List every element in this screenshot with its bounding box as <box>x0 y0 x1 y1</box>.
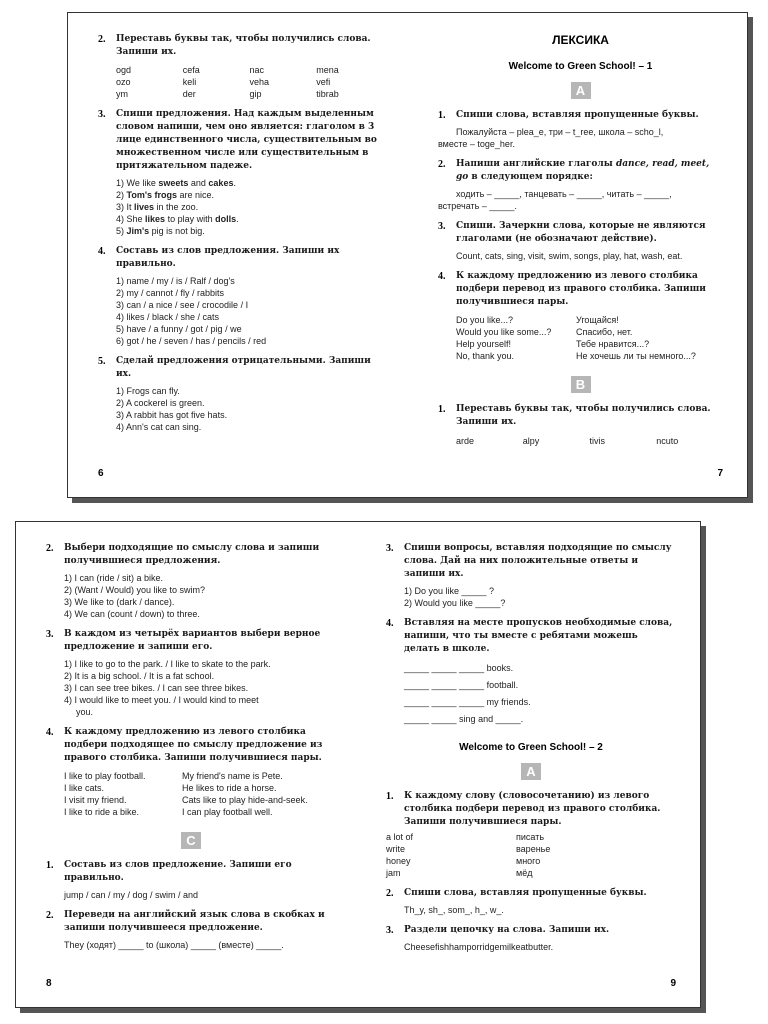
sentence-line: you. <box>76 707 94 717</box>
sentence-line: 3) can / a nice / see / crocodile / I <box>116 300 249 310</box>
left-word: honey <box>386 856 411 866</box>
highlighted-word: dolls <box>215 214 237 224</box>
word-grid <box>116 64 383 100</box>
sentence-line <box>116 189 383 201</box>
task-number: 3. <box>386 543 394 554</box>
sentence-line: 3) I can see tree bikes. / I can see three bikes. <box>64 683 249 693</box>
right-phrase: I can play football well. <box>182 807 273 817</box>
task-number: 4. <box>438 271 446 282</box>
left-phrase: I like cats. <box>64 783 105 793</box>
task-instruction: Переставь буквы так, чтобы получились слова. Запиши их. <box>116 34 371 57</box>
scrambled-word: cefa <box>182 65 200 75</box>
task-number: 4. <box>46 727 54 738</box>
task-number: 3. <box>438 221 446 232</box>
task-4-fill-gaps <box>386 617 676 728</box>
text-run: Напиши английские глаголы <box>456 159 616 169</box>
unit-title: Welcome to Green School! – 1 <box>508 61 653 72</box>
text-run: are nice. <box>177 190 215 200</box>
right-phrase: Не хочешь ли ты немного...? <box>576 351 696 361</box>
task-2-translate <box>46 909 336 951</box>
text-run: . <box>233 178 236 188</box>
scrambled-word: tibrab <box>316 89 339 99</box>
level-badge-a: A <box>571 82 591 99</box>
task-instruction: К каждому слову (словосочетанию) из левого столбика подбери перевод из правого столбика. Запиши получившиеся пары. <box>404 791 661 827</box>
task-number: 1. <box>386 791 394 802</box>
task-instruction: Переставь буквы так, чтобы получились слова. Запиши их. <box>456 404 711 427</box>
sentence-line: 1) Do you like _____ ? <box>404 586 495 596</box>
left-phrase: Do you like...? <box>456 315 514 325</box>
right-phrase: He likes to ride a horse. <box>182 783 277 793</box>
text-run: to play with <box>165 214 216 224</box>
left-phrase: No, thank you. <box>456 351 515 361</box>
scrambled-word: ym <box>116 89 128 99</box>
text-run: . <box>236 214 239 224</box>
task-2-choose-words <box>46 542 336 620</box>
scrambled-word: mena <box>316 65 339 75</box>
task-2-fill-letters <box>386 887 676 916</box>
task-3-split-chain <box>386 924 676 953</box>
workbook-spread-bottom <box>15 521 701 1008</box>
scrambled-word: keli <box>182 77 197 87</box>
highlighted-word: Jim's <box>126 226 150 236</box>
task-instruction: В каждом из четырёх вариантов выбери верное предложение и запиши его. <box>64 629 321 652</box>
sentence-list <box>116 275 383 347</box>
sentence-list <box>404 660 676 728</box>
page-7 <box>438 13 723 497</box>
left-phrase: Help yourself! <box>456 339 512 349</box>
task-instruction: Переведи на английский язык слова в скобках и запиши получившееся предложение. <box>64 910 325 933</box>
sentence-line: 6) got / he / seven / has / pencils / red <box>116 336 267 346</box>
sentence-line <box>116 213 383 225</box>
task-5-negative <box>98 355 383 433</box>
sentence-line: _____ _____ _____ books. <box>404 663 514 673</box>
sentence-line: 4) I would like to meet you. / I would kind to meet <box>64 695 259 705</box>
right-word: варенье <box>516 844 551 854</box>
sentence-line: 2) Would you like _____? <box>404 598 506 608</box>
scrambled-word: tivis <box>589 436 605 446</box>
task-content <box>456 126 723 138</box>
task-number: 2. <box>98 34 106 45</box>
task-instruction: Составь из слов предложения. Запиши их правильно. <box>116 246 340 269</box>
level-badge-a: A <box>521 763 541 780</box>
sentence-line: 4) likes / black / she / cats <box>116 312 220 322</box>
scrambled-word: der <box>182 89 196 99</box>
left-word: a lot of <box>386 832 414 842</box>
sentence-line: 2) (Want / Would) you like to swim? <box>64 585 206 595</box>
highlighted-word: sweets <box>158 178 189 188</box>
sentence-line: _____ _____ sing and _____. <box>404 714 524 724</box>
word-list: Th_y, sh_, som_, h_, w_. <box>404 905 504 915</box>
task-number: 4. <box>98 246 106 257</box>
left-phrase: Would you like some...? <box>456 327 552 337</box>
scrambled-word: arde <box>456 436 475 446</box>
task-instruction: Спиши вопросы, вставляя подходящие по смыслу слова. Дай на них положительные ответы и запиши их. <box>404 543 672 579</box>
word-grid <box>456 435 723 447</box>
right-word: писать <box>516 832 545 842</box>
pairs-grid <box>386 831 676 879</box>
task-3-cross-out <box>438 220 723 262</box>
scrambled-word: nac <box>249 65 265 75</box>
workbook-spread-top <box>67 12 748 498</box>
text-run: 1) We like <box>116 178 159 188</box>
task-number: 3. <box>386 925 394 936</box>
task-number: 4. <box>386 618 394 629</box>
left-phrase: I like to play football. <box>64 771 146 781</box>
unit-title: Welcome to Green School! – 2 <box>459 742 603 753</box>
scrambled-word: ncuto <box>656 436 679 446</box>
sentence-list <box>116 385 383 433</box>
scrambled-word: alpy <box>522 436 540 446</box>
task-instruction: Выбери подходящие по смыслу слова и запиши получившиеся предложения. <box>64 543 320 566</box>
right-word: много <box>516 856 541 866</box>
sentence-line <box>116 177 383 189</box>
task-number: 2. <box>386 888 394 899</box>
task-2-verbs <box>438 158 723 200</box>
pairs-grid <box>456 314 723 362</box>
text-line: Пожалуйста – plea_e, три – t_ree, школа – scho_l, <box>456 127 664 137</box>
text-run: 3) It <box>116 202 135 212</box>
task-number: 1. <box>46 860 54 871</box>
word-list: jump / can / my / dog / swim / and <box>64 890 199 900</box>
sentence-line: 1) I can (ride / sit) a bike. <box>64 573 164 583</box>
scrambled-word: gip <box>249 89 262 99</box>
task-number: 3. <box>98 109 106 120</box>
task-instruction: К каждому предложению из левого столбика подбери перевод из правого столбика. Запиши получившиеся пары. <box>456 271 706 307</box>
task-3-questions <box>386 542 676 609</box>
task-number: 5. <box>98 356 106 367</box>
left-word: write <box>386 844 406 854</box>
sentence-line: 5) have / a funny / got / pig / we <box>116 324 242 334</box>
task-4-build-sentences <box>98 245 383 347</box>
page-9 <box>386 522 676 1007</box>
scrambled-word: veha <box>249 77 270 87</box>
task-instruction: Спиши слова, вставляя пропущенные буквы. <box>404 888 647 898</box>
task-number: 2. <box>438 159 446 170</box>
task-number: 1. <box>438 404 446 415</box>
sentence-line: 2) It is a big school. / It is a fat school. <box>64 671 215 681</box>
italic-verbs: dance, read, meet, go <box>456 159 710 182</box>
scrambled-word: ogd <box>116 65 132 75</box>
level-badge-b: B <box>571 376 591 393</box>
text-run: 5) <box>116 226 127 236</box>
highlighted-word: cakes <box>208 178 234 188</box>
task-instruction: Спиши предложения. Над каждым выделенным словом напиши, чем оно является: глаголом в 3 лице единственного числа, существительным во множественном числе или существительным в притяжательном падеже. <box>116 109 377 171</box>
task-instruction: Вставляя на месте пропусков необходимые слова, напиши, что ты вместе с ребятами можешь делать в школе. <box>404 618 673 654</box>
task-number: 1. <box>438 110 446 121</box>
page-number: 6 <box>98 468 104 479</box>
text-run: 2) <box>116 190 127 200</box>
task-1-match-words <box>386 790 676 829</box>
pairs-grid <box>64 770 336 818</box>
text-line: встречать – _____. <box>438 201 517 211</box>
task-instruction <box>456 158 723 184</box>
sentence-list <box>116 177 383 237</box>
right-phrase: Cats like to play hide-and-seek. <box>182 795 308 805</box>
text-run: in the zoo. <box>154 202 199 212</box>
sentence-line: 3) A rabbit has got five hats. <box>116 410 228 420</box>
right-phrase: Угощайся! <box>576 315 619 325</box>
page-6 <box>98 13 383 497</box>
task-instruction: Спиши слова, вставляя пропущенные буквы. <box>456 110 699 120</box>
page-number: 7 <box>717 468 723 479</box>
task-1-build-sentence <box>46 859 336 901</box>
scrambled-word: vefi <box>316 77 331 87</box>
page-number: 8 <box>46 978 52 989</box>
task-instruction: Сделай предложения отрицательными. Запиши их. <box>116 356 371 379</box>
right-phrase: Спасибо, нет. <box>576 327 633 337</box>
text-run: 4) She <box>116 214 146 224</box>
task-1-fill-letters <box>438 109 723 122</box>
task-2-unscramble <box>98 33 383 100</box>
sentence-line <box>116 201 383 213</box>
left-phrase: I like to ride a bike. <box>64 807 140 817</box>
sentence-line: 1) I like to go to the park. / I like to skate to the park. <box>64 659 271 669</box>
right-word: мёд <box>516 868 533 878</box>
sentence-list <box>64 572 336 620</box>
scrambled-word: ozo <box>116 77 131 87</box>
highlighted-word: likes <box>145 214 166 224</box>
sentence-line: _____ _____ _____ my friends. <box>404 697 531 707</box>
task-number: 3. <box>46 629 54 640</box>
task-instruction: К каждому предложению из левого столбика подбери подходящее по смыслу предложение из правого столбика. Запиши получившиеся пары. <box>64 727 323 763</box>
text-run: в следующем порядке: <box>468 172 593 182</box>
text-run: and <box>188 178 209 188</box>
sentence-line: They (ходят) _____ to (школа) _____ (вместе) _____. <box>64 940 284 950</box>
text-line: вместе – toge_her. <box>438 139 515 149</box>
word-list: Count, cats, sing, visit, swim, songs, play, hat, wash, eat. <box>456 251 683 261</box>
left-word: jam <box>386 868 401 878</box>
highlighted-word: lives <box>134 202 155 212</box>
page-8 <box>46 522 336 1007</box>
text-line: ходить – _____, танцевать – _____, читать – _____, <box>456 189 672 199</box>
sentence-line: 4) Ann's cat can sing. <box>116 422 202 432</box>
sentence-line: 2) A cockerel is green. <box>116 398 205 408</box>
text-run: pig is not big. <box>149 226 205 236</box>
level-badge-c: C <box>181 832 201 849</box>
task-number: 2. <box>46 910 54 921</box>
sentence-list <box>404 585 676 609</box>
highlighted-word: Tom's frogs <box>126 190 177 200</box>
task-3-correct-sentence <box>46 628 336 718</box>
right-phrase: My friend's name is Pete. <box>182 771 283 781</box>
sentence-line: 1) name / my / is / Ralf / dog's <box>116 276 235 286</box>
task-number: 2. <box>46 543 54 554</box>
left-phrase: I visit my friend. <box>64 795 127 805</box>
section-title: ЛЕКСИКА <box>552 33 609 47</box>
task-content <box>438 200 723 212</box>
sentence-line: 3) We like to (dark / dance). <box>64 597 175 607</box>
task-3-copy-sentences <box>98 108 383 237</box>
sentence-line: 1) Frogs can fly. <box>116 386 180 396</box>
sentence-line: 4) We can (count / down) to three. <box>64 609 200 619</box>
task-instruction: Раздели цепочку на слова. Запиши их. <box>404 925 610 935</box>
task-content <box>456 188 723 200</box>
task-4-match-sentences <box>46 726 336 818</box>
right-phrase: Тебе нравится...? <box>576 339 650 349</box>
page-number: 9 <box>670 978 676 989</box>
task-instruction: Составь из слов предложение. Запиши его правильно. <box>64 860 292 883</box>
word-chain: Cheesefishhamporridgemilkeatbutter. <box>404 942 554 952</box>
sentence-line: 2) my / cannot / fly / rabbits <box>116 288 225 298</box>
sentence-line <box>116 225 383 237</box>
task-1-unscramble <box>438 403 723 447</box>
task-4-match-translation <box>438 270 723 362</box>
sentence-line: _____ _____ _____ football. <box>404 680 519 690</box>
task-content <box>438 138 723 150</box>
task-instruction: Спиши. Зачеркни слова, которые не являются глаголами (не обозначают действие). <box>456 221 706 244</box>
sentence-list <box>64 658 336 718</box>
